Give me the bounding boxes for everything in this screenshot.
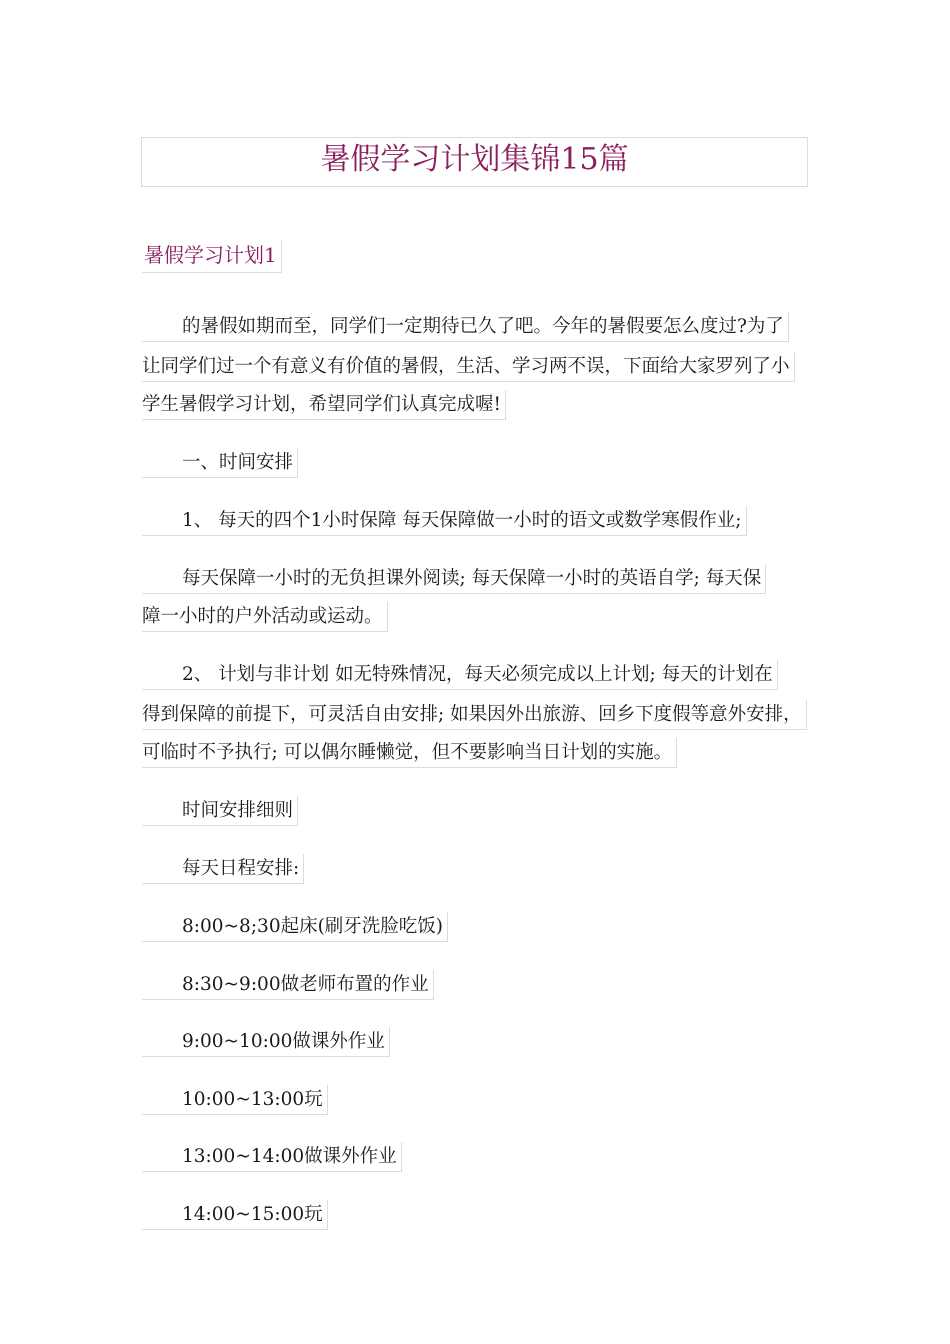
schedule-item: 9:00~10:00做课外作业: [142, 1027, 390, 1057]
paragraph-line: 得到保障的前提下，可灵活自由安排; 如果因外出旅游、回乡下度假等意外安排，: [142, 700, 807, 730]
section-line: 一、时间安排: [142, 448, 298, 478]
paragraph-line: 可临时不予执行; 可以偶尔睡懒觉，但不要影响当日计划的实施。: [142, 738, 677, 768]
schedule-item: 13:00~14:00做课外作业: [142, 1142, 402, 1172]
paragraph-line: 2、 计划与非计划 如无特殊情况，每天必须完成以上计划; 每天的计划在: [142, 660, 778, 690]
paragraph-line: 1、 每天的四个1小时保障 每天保障做一小时的语文或数学寒假作业;: [142, 506, 747, 536]
section-line: 时间安排细则: [142, 796, 298, 826]
paragraph-line: 的暑假如期而至，同学们一定期待已久了吧。今年的暑假要怎么度过?为了: [142, 312, 789, 342]
schedule-item: 8:00~8;30起床(刷牙洗脸吃饭): [142, 912, 448, 942]
paragraph-line: 让同学们过一个有意义有价值的暑假，生活、学习两不误，下面给大家罗列了小: [142, 352, 795, 382]
paragraph-line: 障一小时的户外活动或运动。: [142, 602, 388, 632]
schedule-item: 8:30~9:00做老师布置的作业: [142, 970, 434, 1000]
section-line: 每天日程安排:: [142, 854, 304, 884]
section-heading: 暑假学习计划1: [142, 240, 282, 273]
document-title-box: [141, 137, 808, 187]
schedule-item: 10:00~13:00玩: [142, 1085, 328, 1115]
schedule-item: 14:00~15:00玩: [142, 1200, 328, 1230]
paragraph-line: 每天保障一小时的无负担课外阅读; 每天保障一小时的英语自学; 每天保: [142, 564, 766, 594]
document-title: 暑假学习计划集锦15篇: [320, 142, 629, 177]
paragraph-line: 学生暑假学习计划，希望同学们认真完成喔!: [142, 390, 506, 420]
